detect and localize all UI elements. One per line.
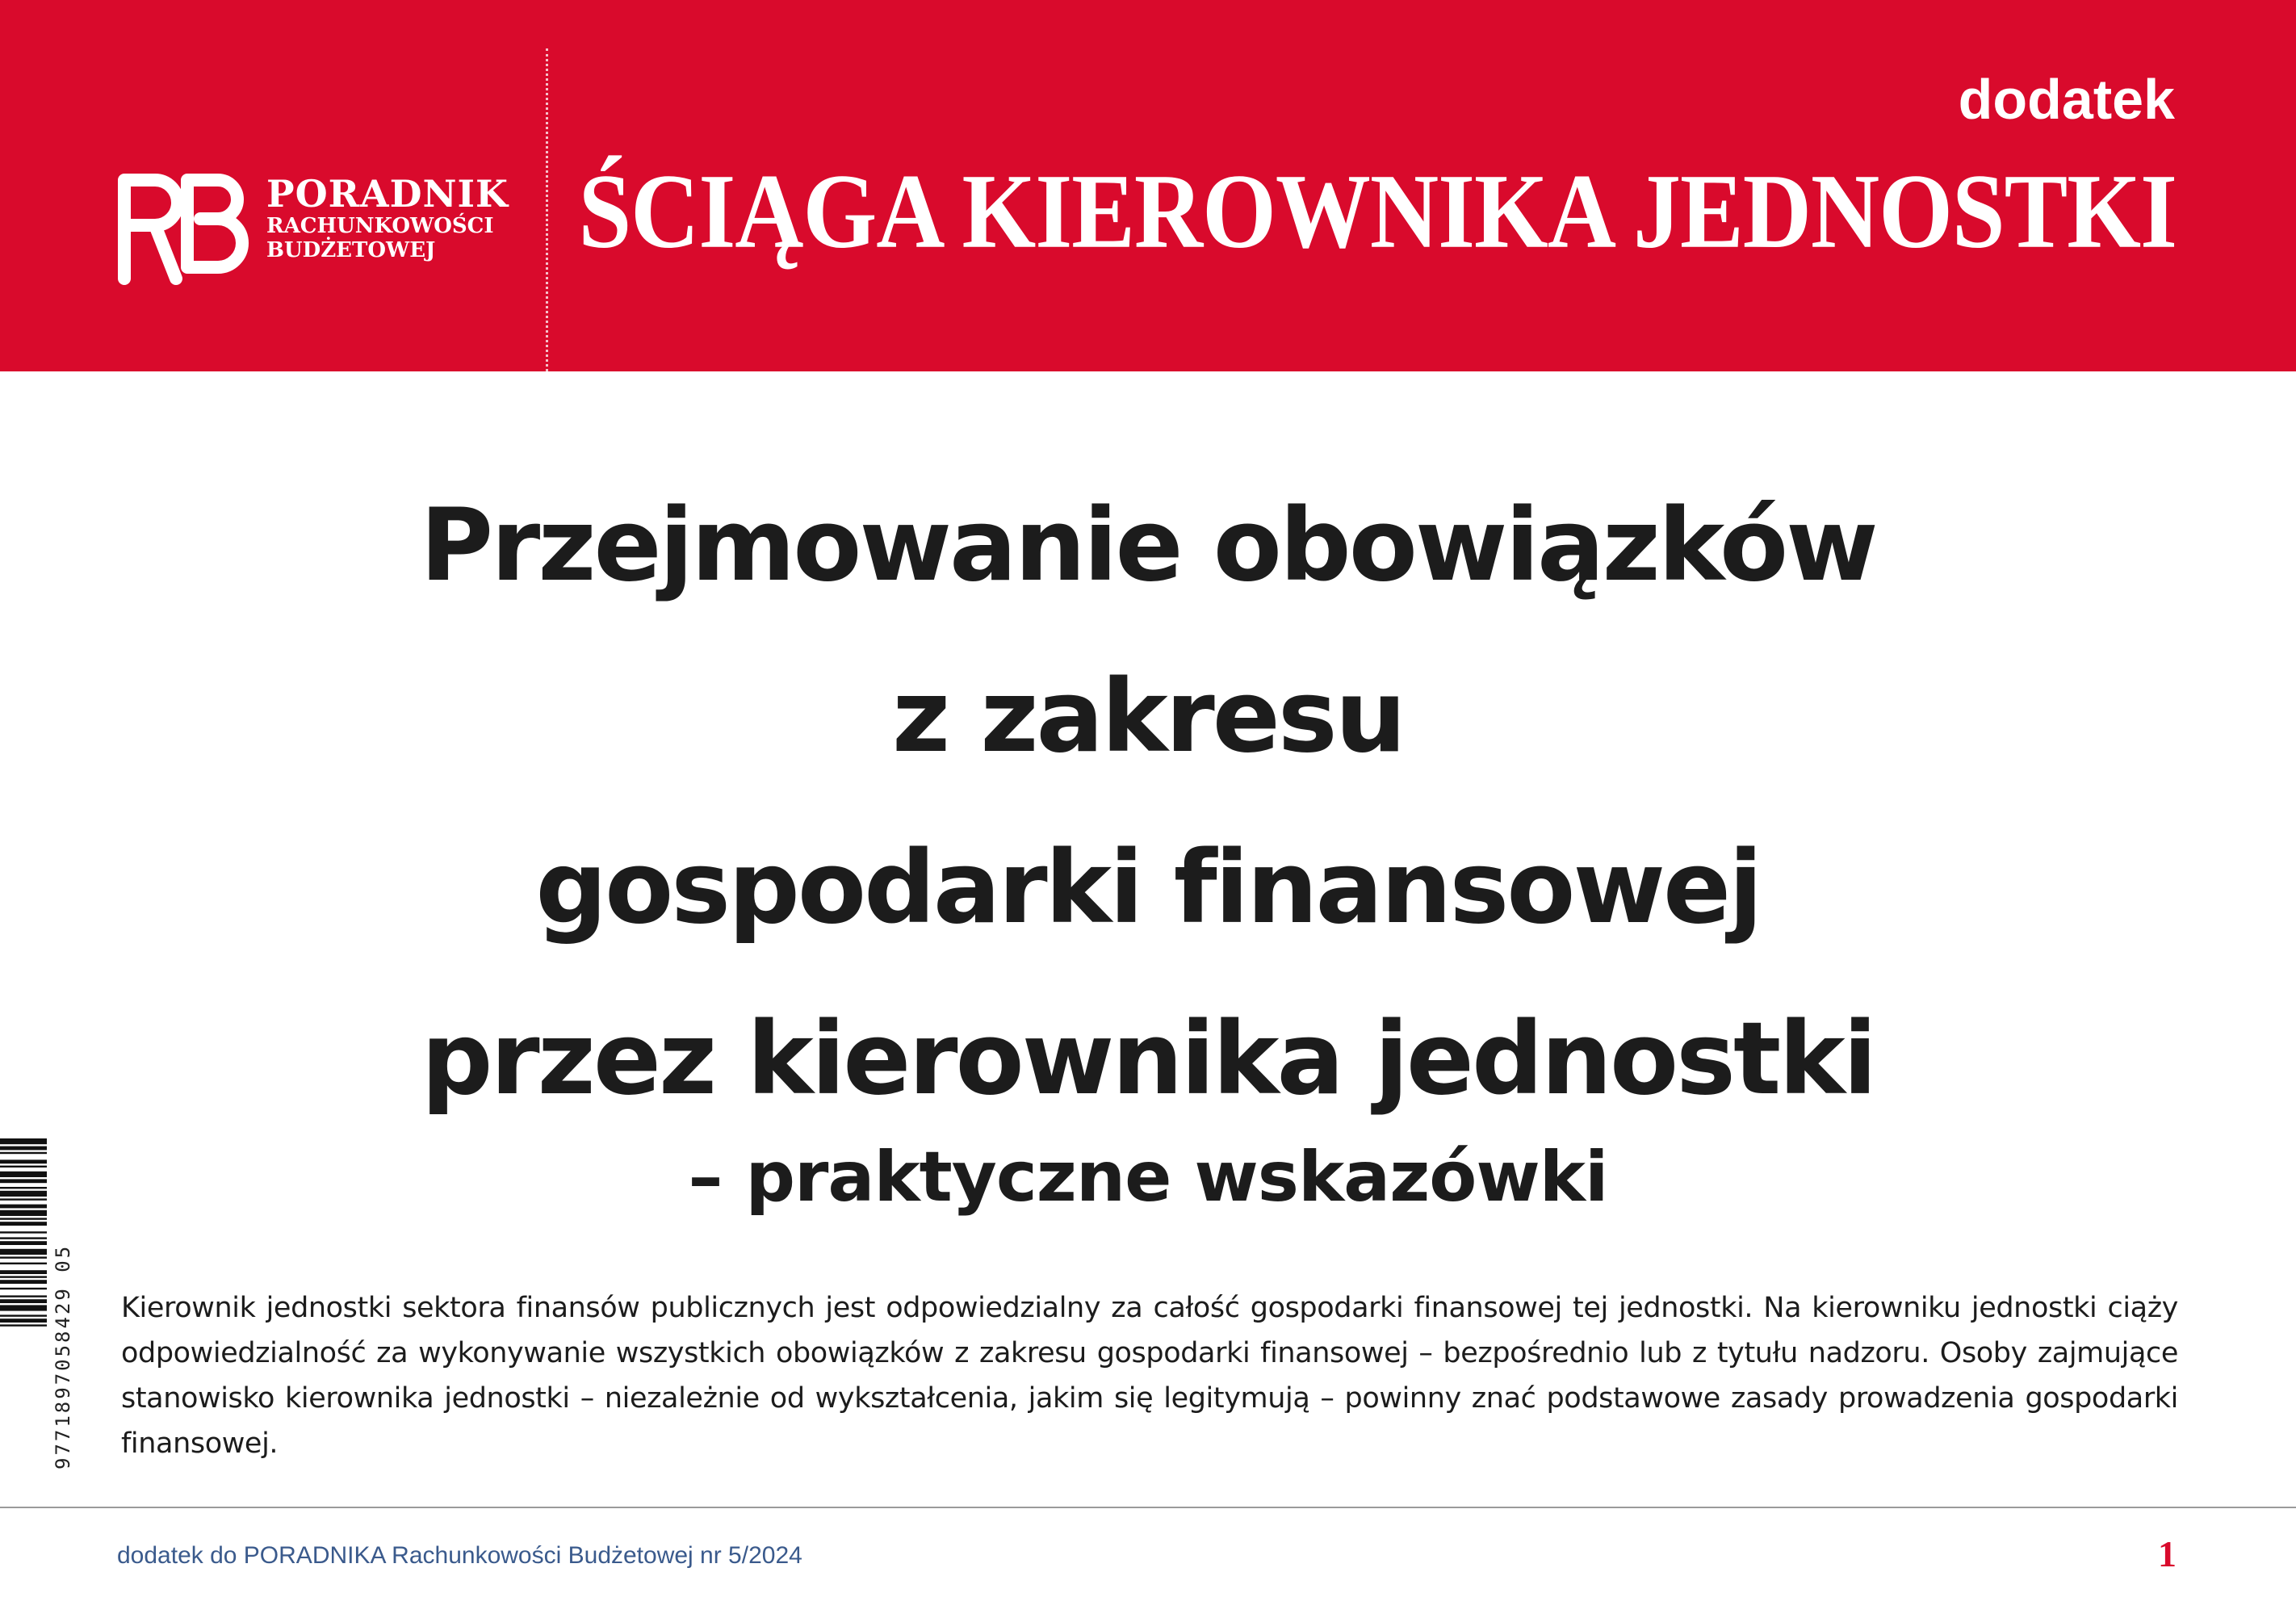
barcode-bar	[0, 1218, 47, 1219]
title-line: Przejmowanie obowiązków	[420, 488, 1876, 604]
header-banner	[0, 0, 2296, 371]
footer-divider	[0, 1507, 2296, 1508]
logo-wordmark	[266, 172, 509, 262]
barcode-bar	[0, 1166, 47, 1168]
barcode-bar	[0, 1295, 47, 1297]
barcode-bar	[0, 1241, 47, 1245]
title-line: gospodarki finansowej	[535, 830, 1761, 946]
barcode-bar	[0, 1256, 47, 1258]
barcode-bar	[0, 1172, 47, 1177]
barcode-digits	[52, 1147, 84, 1469]
barcode-bar	[0, 1324, 47, 1326]
title-line: z zakresu	[892, 659, 1404, 775]
barcode-bar	[0, 1288, 47, 1289]
logo-line-rachunkowosci: RACHUNKOWOŚCI	[266, 214, 494, 238]
title-line: przez kierownika jednostki	[421, 1001, 1875, 1117]
barcode-bar	[0, 1299, 47, 1303]
barcode-bar	[0, 1314, 47, 1316]
prb-logo-icon	[113, 166, 258, 287]
barcode-bar	[0, 1276, 47, 1277]
barcode-bar	[0, 1179, 47, 1183]
barcode-bar	[0, 1210, 47, 1216]
barcode-bar	[0, 1152, 47, 1154]
barcode-bar	[0, 1249, 47, 1255]
barcode-bar	[0, 1222, 47, 1226]
barcode-bar	[0, 1187, 47, 1188]
barcode-bar	[0, 1191, 47, 1197]
footer-publication-info: dodatek do PORADNIKA Rachunkowości Budżetowej nr 5/2024	[117, 1542, 802, 1569]
supplement-title: ŚCIĄGA KIEROWNIKA JEDNOSTKI	[578, 152, 2177, 270]
barcode-bar	[0, 1138, 47, 1144]
barcode-issue: 05	[52, 1243, 74, 1272]
barcode-bar	[0, 1147, 47, 1151]
barcode-bar	[0, 1159, 47, 1163]
barcode-bar	[0, 1305, 47, 1310]
barcode-bar	[0, 1205, 47, 1209]
intro-paragraph: Kierownik jednostki sektora finansów publicznych jest odpowiedzialny za całość gospodarki finansowej tej jednostki. Na kierowniku jednostki ciąży odpowiedzialność za wykonywanie wszystkich obowiązków z zakresu gospodarki finansowej – bezpośrednio lub z tytułu nadzoru. Osoby zajmujące stanowisko kierownika jednostki – niezależnie od wykształcenia, jakim się legitymują – powinny znać podstawowe zasady prowadzenia gospodarki finansowej.	[121, 1292, 2178, 1460]
barcode-bar	[0, 1198, 47, 1200]
barcode-bar	[0, 1231, 47, 1233]
publisher-logo	[113, 166, 509, 287]
page-title	[0, 460, 2296, 1145]
page-subtitle: – praktyczne wskazówki	[688, 1137, 1608, 1218]
barcode-bar	[0, 1280, 47, 1284]
barcode-bar	[0, 1270, 47, 1274]
barcode-bar	[0, 1237, 47, 1239]
barcode-bar	[0, 1263, 47, 1264]
logo-line-budzetowej: BUDŻETOWEJ	[266, 238, 436, 262]
barcode-number: 9771897058429	[52, 1286, 74, 1469]
supplement-label: dodatek	[1958, 68, 2175, 131]
header-divider	[546, 48, 548, 371]
barcode-bar	[0, 1318, 47, 1323]
page-number: 1	[2158, 1533, 2177, 1574]
logo-line-poradnik: PORADNIK	[266, 172, 509, 216]
